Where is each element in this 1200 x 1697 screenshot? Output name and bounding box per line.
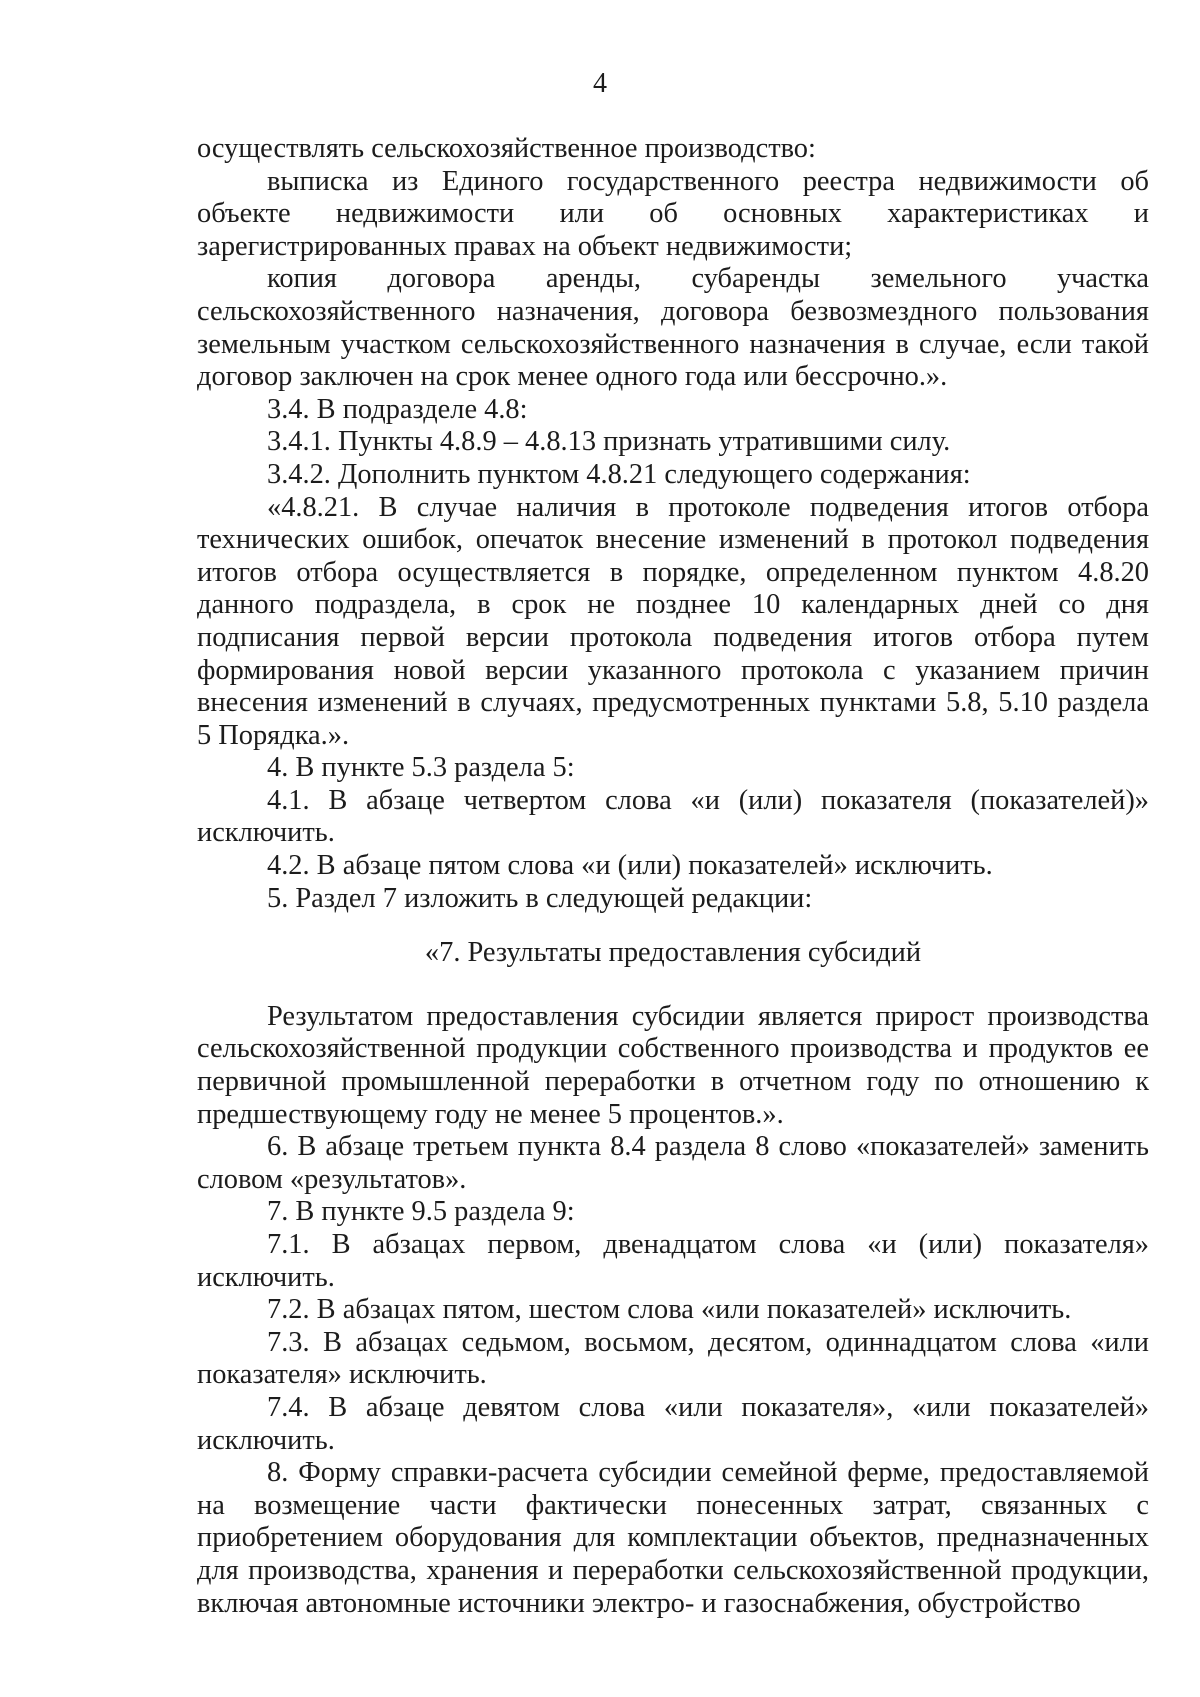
document-body bbox=[197, 133, 1149, 1620]
paragraph-7: 7. В пункте 9.5 раздела 9: bbox=[267, 1196, 575, 1228]
paragraph-6: 6. В абзаце третьем пункта 8.4 раздела 8 слово «показателей» заменить словом «результатов». bbox=[197, 1131, 1149, 1195]
paragraph-extract-item: выписка из Единого государственного реестра недвижимости об объекте недвижимости или об основных характеристиках и зарегистрированных правах на объект недвижимости; bbox=[197, 165, 1149, 262]
paragraph-7-3: 7.3. В абзацах седьмом, восьмом, десятом, одиннадцатом слова «или показателя» исключить. bbox=[197, 1326, 1149, 1391]
paragraph-continuation: осуществлять сельскохозяйственное производство: bbox=[197, 133, 816, 164]
paragraph-7-1: 7.1. В абзацах первом, двенадцатом слова «и (или) показателя» исключить. bbox=[197, 1229, 1149, 1293]
paragraph-4-1: 4.1. В абзаце четвертом слова «и (или) показателя (показателей)» исключить. bbox=[197, 784, 1149, 849]
paragraph-8: 8. Форму справки-расчета субсидии семейной ферме, предоставляемой на возмещение части фактически понесенных затрат, связанных с приобретением оборудования для комплектации объектов, предназначенных для производства, хранения и переработки сельскохозяйственной продукции, включая автономные источники электро- и газоснабжения, обустройство bbox=[197, 1457, 1149, 1619]
paragraph-4-8-21: «4.8.21. В случае наличия в протоколе подведения итогов отбора технических ошибок, опечаток внесение изменений в протокол подведения итогов отбора осуществляется в порядке, определенном пунктом 4.8.20 данного подраздела, в срок не позднее 10 календарных дней со дня подписания первой версии протокола подведения итогов отбора путем формирования новой версии указанного протокола с указанием причин внесения изменений в случаях, предусмотренных пунктами 5.8, 5.10 раздела 5 Порядка.». bbox=[197, 491, 1149, 751]
paragraph-results: Результатом предоставления субсидии является прирост производства сельскохозяйственной продукции собственного производства и продуктов ее первичной промышленной переработки в отчетном году по отношению к предшествующему году не менее 5 процентов.». bbox=[197, 1000, 1149, 1130]
paragraph-7-2: 7.2. В абзацах пятом, шестом слова «или показателей» исключить. bbox=[267, 1294, 1072, 1326]
section-heading: «7. Результаты предоставления субсидий bbox=[424, 937, 922, 969]
paragraph-3-4-1: 3.4.1. Пункты 4.8.9 – 4.8.13 признать утратившими силу. bbox=[267, 426, 951, 458]
paragraph-3-4: 3.4. В подразделе 4.8: bbox=[267, 393, 528, 425]
paragraph-lease-copy-item: копия договора аренды, субаренды земельного участка сельскохозяйственного назначения, договора безвозмездного пользования земельным участком сельскохозяйственного назначения в случае, если такой договор заключен на срок менее одного года или бессрочно.». bbox=[197, 263, 1149, 393]
paragraph-5: 5. Раздел 7 изложить в следующей редакции: bbox=[267, 882, 813, 914]
paragraph-4: 4. В пункте 5.3 раздела 5: bbox=[267, 752, 575, 784]
paragraph-3-4-2: 3.4.2. Дополнить пунктом 4.8.21 следующего содержания: bbox=[267, 458, 971, 490]
paragraph-4-2: 4.2. В абзаце пятом слова «и (или) показателей» исключить. bbox=[267, 850, 993, 882]
page-number: 4 bbox=[593, 68, 607, 99]
paragraph-7-4: 7.4. В абзаце девятом слова «или показателя», «или показателей» исключить. bbox=[197, 1391, 1149, 1456]
